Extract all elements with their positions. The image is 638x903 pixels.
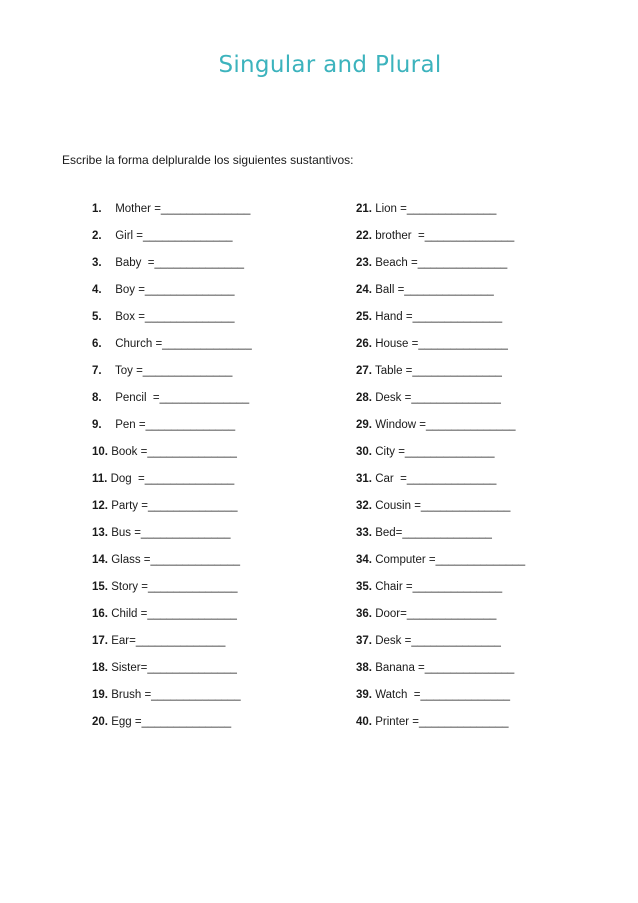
item-number: 7. (92, 365, 102, 377)
item-number: 39. (356, 689, 372, 701)
item-number: 29. (356, 419, 372, 431)
item-text: Cousin =______________ (375, 500, 511, 512)
exercise-item (356, 714, 525, 741)
item-text: Brush =______________ (111, 689, 241, 701)
exercise-item (92, 390, 252, 417)
item-text: Hand =______________ (375, 311, 503, 323)
item-text: Book =______________ (111, 446, 237, 458)
exercise-item (92, 471, 252, 498)
exercise-item (92, 498, 252, 525)
exercise-item (92, 579, 252, 606)
item-number: 4. (92, 284, 102, 296)
exercise-item (356, 606, 525, 633)
item-text: Car =______________ (375, 473, 497, 485)
item-number: 23. (356, 257, 372, 269)
exercise-item (356, 390, 525, 417)
item-text: Dog =______________ (110, 473, 235, 485)
item-number: 35. (356, 581, 372, 593)
item-text: Door=______________ (375, 608, 497, 620)
item-number: 3. (92, 257, 102, 269)
item-text: Desk =______________ (375, 392, 501, 404)
item-number: 24. (356, 284, 372, 296)
item-number: 5. (92, 311, 102, 323)
item-text: Lion =______________ (375, 203, 497, 215)
item-number: 33. (356, 527, 372, 539)
exercise-item (356, 417, 525, 444)
item-number: 22. (356, 230, 372, 242)
exercise-item (92, 417, 252, 444)
item-text: Computer =______________ (375, 554, 526, 566)
exercise-item (92, 363, 252, 390)
item-text: Glass =______________ (111, 554, 241, 566)
exercise-item (356, 579, 525, 606)
item-text: Child =______________ (111, 608, 237, 620)
item-number: 19. (92, 689, 108, 701)
item-number: 9. (92, 419, 102, 431)
exercise-item (92, 444, 252, 471)
exercise-item (356, 552, 525, 579)
item-number: 12. (92, 500, 108, 512)
item-number: 17. (92, 635, 108, 647)
item-text: brother =______________ (375, 230, 515, 242)
item-number: 18. (92, 662, 108, 674)
item-text: Pencil =______________ (115, 392, 250, 404)
item-text: City =______________ (375, 446, 495, 458)
exercise-item (356, 687, 525, 714)
item-text: Bed=______________ (375, 527, 492, 539)
item-text: Sister=______________ (111, 662, 237, 674)
exercise-item (92, 552, 252, 579)
exercise-item (92, 660, 252, 687)
item-number: 20. (92, 716, 108, 728)
exercise-item (356, 498, 525, 525)
page-title: Singular and Plural (218, 52, 442, 78)
item-number: 36. (356, 608, 372, 620)
left-column (92, 201, 252, 741)
item-number: 34. (356, 554, 372, 566)
item-number: 27. (356, 365, 372, 377)
item-number: 16. (92, 608, 108, 620)
instructions: Escribe la forma delpluralde los siguientes sustantivos: (62, 153, 354, 167)
item-text: Desk =______________ (375, 635, 501, 647)
exercise-item (356, 444, 525, 471)
item-text: House =______________ (375, 338, 508, 350)
item-text: Egg =______________ (111, 716, 232, 728)
item-text: Toy =______________ (115, 365, 233, 377)
exercise-item (356, 471, 525, 498)
item-text: Printer =______________ (375, 716, 509, 728)
item-number: 26. (356, 338, 372, 350)
item-number: 40. (356, 716, 372, 728)
right-column (356, 201, 525, 741)
exercise-item (92, 201, 252, 228)
item-text: Girl =______________ (115, 230, 233, 242)
item-text: Story =______________ (111, 581, 238, 593)
exercise-item (92, 309, 252, 336)
item-text: Beach =______________ (375, 257, 508, 269)
item-text: Table =______________ (375, 365, 502, 377)
item-number: 8. (92, 392, 102, 404)
exercise-item (356, 525, 525, 552)
item-number: 13. (92, 527, 108, 539)
item-text: Mother =______________ (115, 203, 251, 215)
item-number: 38. (356, 662, 372, 674)
item-number: 15. (92, 581, 108, 593)
exercise-item (356, 660, 525, 687)
item-number: 25. (356, 311, 372, 323)
item-text: Party =______________ (111, 500, 238, 512)
exercise-item (92, 714, 252, 741)
exercise-item (92, 255, 252, 282)
item-text: Boy =______________ (115, 284, 235, 296)
item-number: 28. (356, 392, 372, 404)
item-text: Window =______________ (375, 419, 516, 431)
item-text: Church =______________ (115, 338, 252, 350)
item-text: Banana =______________ (375, 662, 515, 674)
exercise-item (92, 336, 252, 363)
exercise-item (356, 309, 525, 336)
item-number: 11. (92, 473, 108, 485)
exercise-item (92, 633, 252, 660)
item-text: Ear=______________ (111, 635, 226, 647)
exercise-item (92, 606, 252, 633)
item-number: 1. (92, 203, 102, 215)
exercise-item (356, 201, 525, 228)
item-text: Box =______________ (115, 311, 235, 323)
exercise-item (356, 282, 525, 309)
exercise-item (92, 687, 252, 714)
exercise-item (356, 336, 525, 363)
item-number: 31. (356, 473, 372, 485)
item-number: 14. (92, 554, 108, 566)
exercise-item (92, 228, 252, 255)
item-number: 10. (92, 446, 108, 458)
item-text: Ball =______________ (375, 284, 494, 296)
item-number: 2. (92, 230, 102, 242)
exercise-item (356, 363, 525, 390)
item-text: Pen =______________ (115, 419, 236, 431)
exercise-item (356, 633, 525, 660)
item-text: Bus =______________ (111, 527, 231, 539)
item-number: 37. (356, 635, 372, 647)
item-text: Baby =______________ (115, 257, 245, 269)
exercise-item (356, 228, 525, 255)
exercise-item (92, 282, 252, 309)
item-number: 6. (92, 338, 102, 350)
item-number: 21. (356, 203, 372, 215)
exercise-item (356, 255, 525, 282)
item-number: 30. (356, 446, 372, 458)
item-text: Chair =______________ (375, 581, 503, 593)
exercise-item (92, 525, 252, 552)
item-text: Watch =______________ (375, 689, 511, 701)
item-number: 32. (356, 500, 372, 512)
